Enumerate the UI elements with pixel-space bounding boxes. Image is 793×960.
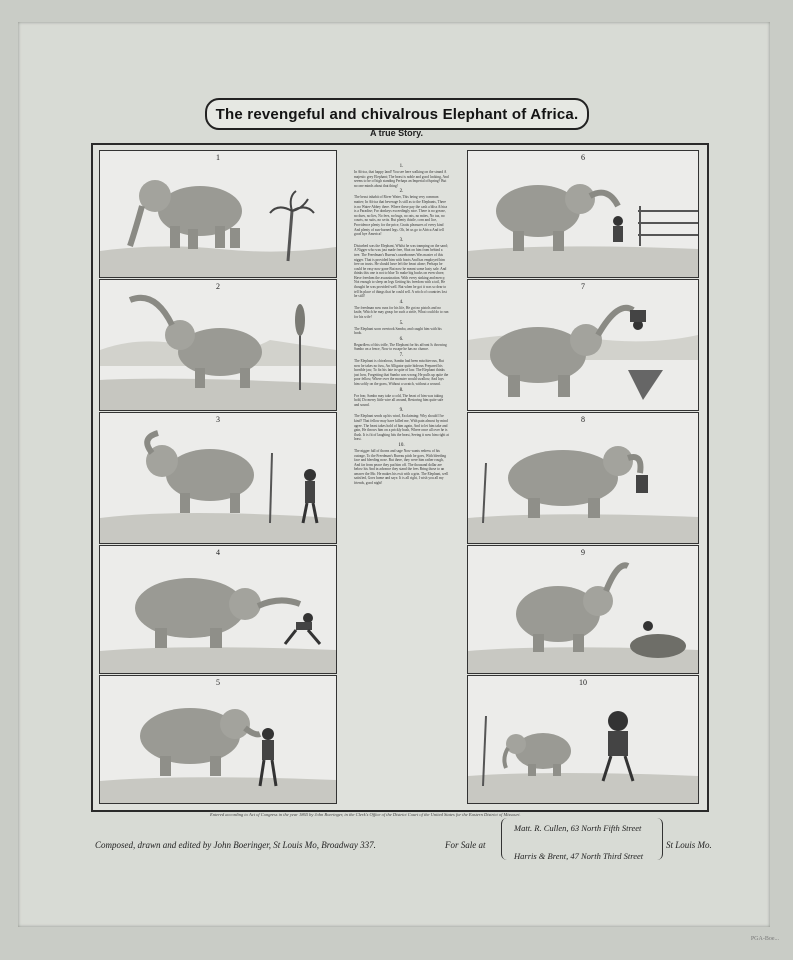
verse-text: In Africa, that happy land! You see here walking on the strand A majestic grey Elephant; The beast is noble and good looking, And seems to be of high standing Perhaps an Imperial offspring? But no one minds about that thing!	[354, 170, 449, 188]
left-brace	[501, 818, 510, 860]
seller-city: St Louis Mo.	[666, 840, 712, 850]
panel-number: 8	[581, 415, 585, 424]
elephant-catching-illustration	[100, 676, 336, 803]
panel-5	[99, 675, 337, 804]
elephant-shot-illustration	[100, 413, 336, 543]
panel-8	[467, 412, 699, 544]
elephant-fence-illustration	[468, 151, 698, 277]
panel-number: 3	[216, 415, 220, 424]
panel-number: 7	[581, 282, 585, 291]
panel-3	[99, 412, 337, 544]
for-sale-label: For Sale at	[445, 840, 486, 850]
verse-number: 9.	[399, 408, 404, 414]
elephant-walking-illustration	[100, 151, 336, 277]
verse-number: 10.	[398, 442, 405, 448]
verse-number: 6.	[399, 336, 404, 342]
page-title: The revengeful and chivalrous Elephant of Africa.	[215, 105, 579, 123]
panel-number: 10	[579, 678, 587, 687]
copyright-imprint: Entered according to Act of Congress in the year 1865 by John Boeringer, in the Clerk's Office of the District Court of the United States for the Eastern District of Missouri.	[210, 812, 521, 817]
panel-2	[99, 279, 337, 411]
catalog-mark: PGA-Boe...	[750, 936, 779, 942]
right-brace	[654, 818, 663, 860]
panel-number: 1	[216, 153, 220, 162]
panel-10	[467, 675, 699, 804]
verse-number: 4.	[399, 299, 404, 305]
verse-number: 2.	[399, 189, 404, 195]
poem-column	[354, 163, 449, 733]
elephant-chasing-illustration	[100, 546, 336, 673]
elephant-alligator-illustration	[468, 280, 698, 410]
verse-text: The Elephant soon overtook Sambo, and caught him with his hook.	[354, 326, 442, 336]
verse-text: The Elephant is chivalrous, Sambo had been mischievous, But now he takes no fuss, An Alligator quite hideous Prepared his horrible jaw, To fix his fate in spite of law. The Elephant thinks just how, Forgetting that Sambo was wrong, He pulls up quite the poor fellow, Where over the monster would swallow, And lays him softly on the grass, Without a scratch, without a wound.	[354, 359, 449, 386]
seller-2: Harris & Brent, 47 North Third Street	[514, 851, 644, 861]
verse-text: The nigger full of thorns and sage Now wants redress of his outrage, To the Freedman's Bureau pitch he goes, With bleeding face and bleeding nose. But there, they were him rather rough, And far from peace they put him off. The thousand dollar are below his And in advance they stand the fees Bring those to an answer the Mo. He makes his exit with a grin. The Elephant, well satisfied, Goes home and says: It is all right, I wish you all my friends, good night!	[354, 448, 449, 486]
page-subtitle: A true Story.	[369, 128, 423, 138]
panel-6	[467, 150, 699, 278]
panel-number: 4	[216, 548, 220, 557]
verse-number: 5.	[399, 320, 404, 326]
elephant-throwing-illustration	[468, 546, 698, 673]
verse-number: 7.	[399, 353, 404, 358]
panel-number: 2	[216, 282, 220, 291]
verse-number: 3.	[399, 237, 404, 243]
verse-text: The beast inhabit of River Water, This being very common matter; In Africa that beverage Is still as to the Elephants, There is no Water-Abbey there. Where these pay the cash a bliss Africa is a Paradise; For donkeys exceedingly nice. There is no grease, no dues, no lies, No fees, no bugs, no rats, no mites, No tax, no courts, no suits, no writs. But plenty thistle, corn and lice, Providence plenty for the price, Gratis pleasures of every kind And plenty of sun-burned legs. Oh, let us go to Africa And tell good bye America!	[354, 195, 448, 237]
verse-text: The freedman now runs for his life, He got no pistols and no knife, Which he may grasp for such a strife, What could do to run for his wife!	[354, 305, 449, 320]
verse-text: For fear, Sambo may take a cold, The beast of him was taking hold, Do merry little wire all around, Restoring him quite safe and sound.	[354, 393, 444, 407]
elephant-carrying-illustration	[468, 413, 698, 543]
panel-4	[99, 545, 337, 674]
panel-number: 5	[216, 678, 220, 687]
verse-number: 8.	[399, 387, 404, 393]
panel-number: 6	[581, 153, 585, 162]
panel-7	[467, 279, 699, 411]
verse-number: 1.	[399, 164, 404, 169]
elephant-leaving-illustration	[468, 676, 698, 803]
title-banner	[205, 98, 589, 130]
verse-text: Disturbed was the Elephant, Whilst he was tramping on the sand; A Nigger who was just made free, Shot on him from behind a tree. The Freedman's Bureau's raarebonnes Was master of this nigger. That is provided him with boots And has employed him free on trusts. He should have left the beast alone; Perhaps he could be easy now gone But now he meant some lusty sale. And thinks this one is not to blue To make big bucks on even shore, Have freedom the assassination. With every sinking and mercy, Not enough to sleep on legs Getting his freedom with a toil, He thought he was provided well. But when he got it was so dear to tell In place of things that he could sell. A witch of countries lost he still!	[354, 243, 448, 299]
seller-1: Matt. R. Cullen, 63 North Fifth Street	[514, 823, 642, 833]
panel-number: 9	[581, 548, 585, 557]
verse-text: The Elephant sends up his wind, Exclaiming: Why should I be kind? That fellow may have killed me, With pain almost by mind agree. The beast takes hold of him again, And to let him take and gain, He throws him on a prickly bush, Where once all over he is flush. It is fit of laughing hits the beast, Seeing it now him right at least.	[354, 414, 449, 442]
panel-1	[99, 150, 337, 278]
verse-text: Regardless of this trifle, The Elephant for his affront Is throwing Sambo on a fence, Now to escape he has no chance.	[354, 342, 447, 352]
panel-9	[467, 545, 699, 674]
elephant-trumpeting-illustration	[100, 280, 336, 410]
author-credit: Composed, drawn and edited by John Boeringer, St Louis Mo, Broadway 337.	[95, 840, 376, 850]
